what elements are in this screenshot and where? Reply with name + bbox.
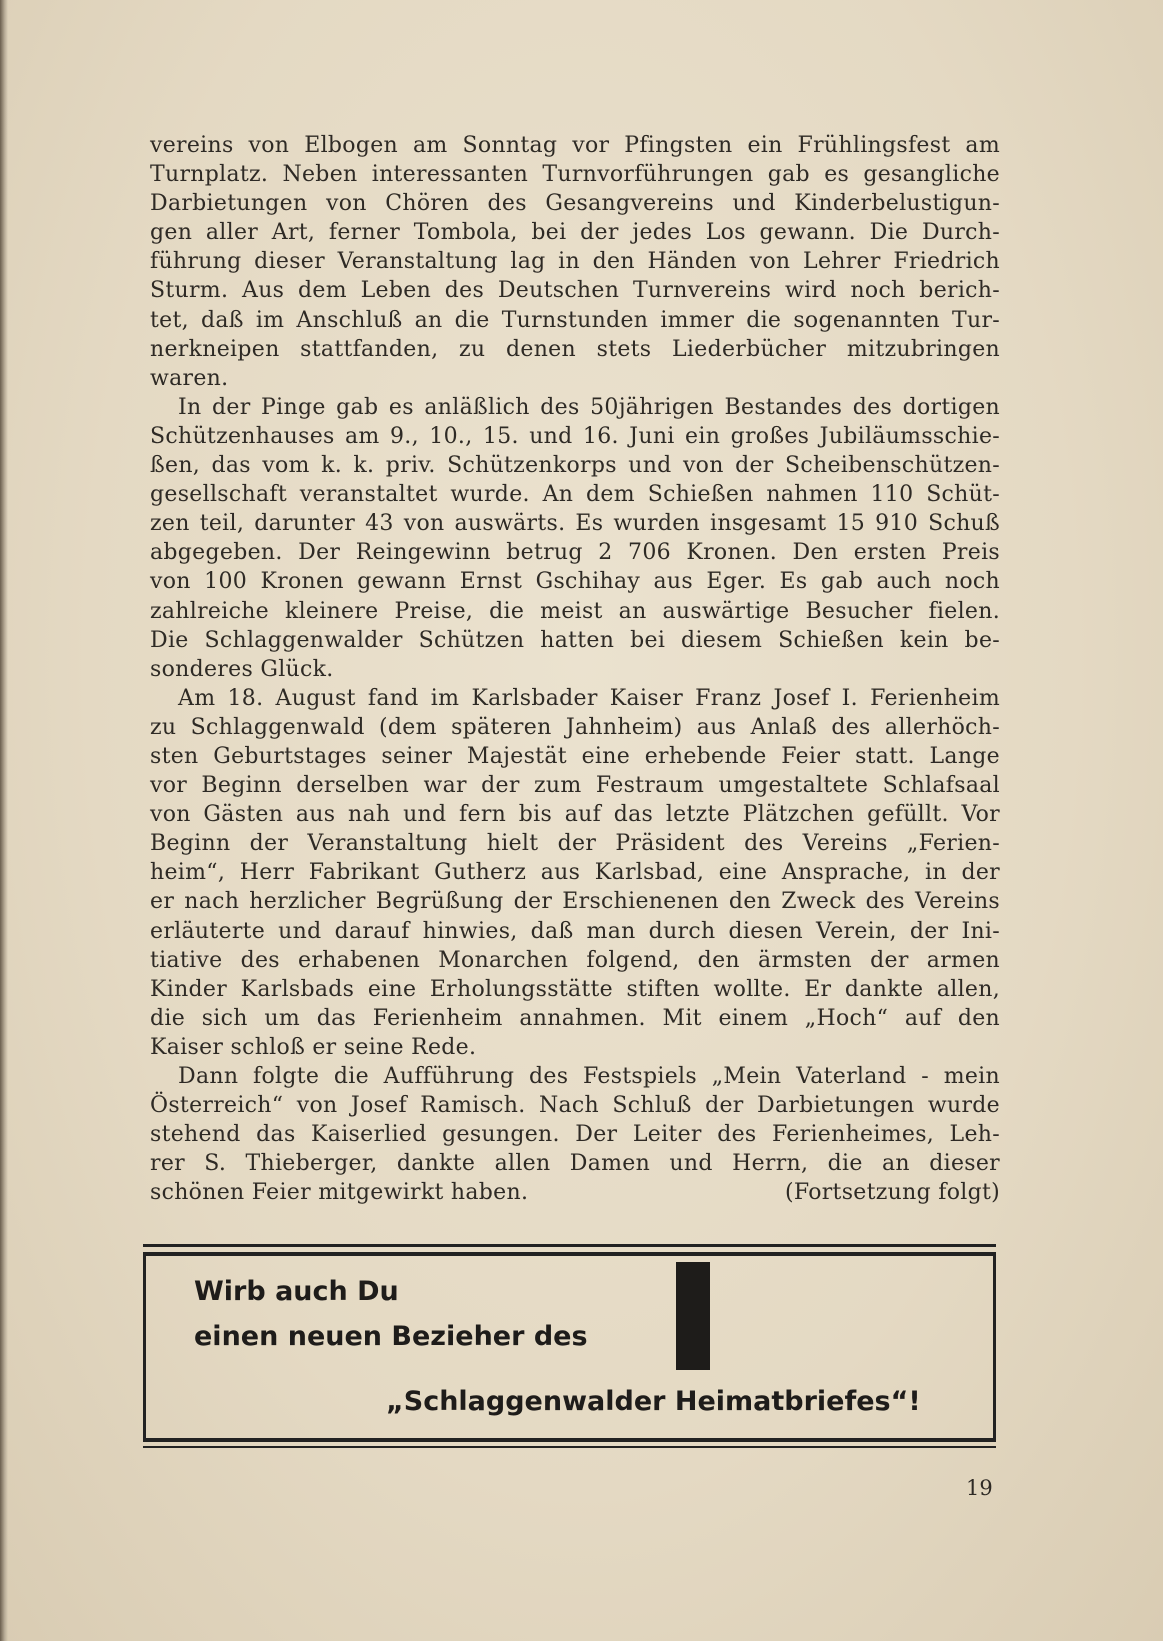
text-line: Schützenhauses am 9., 10., 15. und 16. Juni ein großes Jubiläumsschie- bbox=[150, 423, 1000, 449]
text-line: zahlreiche kleinere Preise, die meist an auswärtige Besucher fielen. bbox=[150, 598, 1000, 624]
text-line: Darbietungen von Chören des Gesangvereins und Kinderbelustigun- bbox=[150, 191, 1000, 217]
text-line: Beginn der Veranstaltung hielt der Präsident des Vereins „Ferien- bbox=[150, 831, 1000, 857]
text-line: gen aller Art, ferner Tombola, bei der jedes Los gewann. Die Durch- bbox=[150, 220, 1000, 246]
text-line: gesellschaft veranstaltet wurde. An dem Schießen nahmen 110 Schüt- bbox=[150, 482, 1000, 508]
text-line: In der Pinge gab es anläßlich des 50jährigen Bestandes des dortigen bbox=[178, 394, 1000, 420]
text-line: sten Geburtstages seiner Majestät eine erhebende Feier statt. Lange bbox=[150, 743, 1000, 769]
final-sentence: schönen Feier mitgewirkt haben. bbox=[150, 1180, 529, 1206]
text-line: ßen, das vom k. k. priv. Schützenkorps und von der Scheibenschützen- bbox=[150, 453, 1000, 479]
text-line: Österreich“ von Josef Ramisch. Nach Schluß der Darbietungen wurde bbox=[150, 1093, 1000, 1119]
text-line: nerkneipen stattfanden, zu denen stets Liederbücher mitzubringen bbox=[150, 336, 1000, 362]
text-line: führung dieser Veranstaltung lag in den Händen von Lehrer Friedrich bbox=[150, 249, 1000, 275]
decorative-black-bar bbox=[676, 1262, 710, 1370]
text-line: die sich um das Ferienheim annahmen. Mit einem „Hoch“ auf den bbox=[150, 1005, 1000, 1031]
text-line: vereins von Elbogen am Sonntag vor Pfingsten ein Frühlingsfest am bbox=[150, 133, 1000, 158]
text-line: vor Beginn derselben war der zum Festraum umgestaltete Schlafsaal bbox=[150, 773, 1000, 799]
text-line: Sturm. Aus dem Leben des Deutschen Turnvereins wird noch berich- bbox=[150, 278, 1000, 304]
ad-subline: einen neuen Bezieher des bbox=[194, 1321, 588, 1352]
text-line: zen teil, darunter 43 von auswärts. Es wurden insgesamt 15 910 Schuß bbox=[150, 511, 1000, 537]
text-line: Kaiser schloß er seine Rede. bbox=[150, 1034, 477, 1060]
text-line: heim“, Herr Fabrikant Gutherz aus Karlsbad, eine Ansprache, in der bbox=[150, 860, 1000, 886]
text-line: er nach herzlicher Begrüßung der Erschienenen den Zweck des Vereins bbox=[150, 889, 1000, 915]
text-line: rer S. Thieberger, dankte allen Damen und Herrn, die an dieser bbox=[150, 1151, 1000, 1177]
text-line: tet, daß im Anschluß an die Turnstunden immer die sogenannten Tur- bbox=[150, 307, 1000, 333]
text-line: stehend das Kaiserlied gesungen. Der Leiter des Ferienheimes, Leh- bbox=[150, 1122, 1000, 1148]
continuation-note: (Fortsetzung folgt) bbox=[784, 1180, 1000, 1206]
book-spine-shadow bbox=[0, 0, 8, 1641]
text-line: von Gästen aus nah und fern bis auf das letzte Plätzchen gefüllt. Vor bbox=[150, 802, 1000, 828]
text-line: erläuterte und darauf hinwies, daß man durch diesen Verein, der Ini- bbox=[150, 918, 1000, 944]
text-line: Dann folgte die Aufführung des Festspiels „Mein Vaterland - mein bbox=[178, 1064, 1000, 1089]
text-line: sonderes Glück. bbox=[150, 656, 334, 682]
text-line: Die Schlaggenwalder Schützen hatten bei diesem Schießen kein be- bbox=[150, 627, 1000, 653]
text-line: Turnplatz. Neben interessanten Turnvorführungen gab es gesangliche bbox=[150, 162, 1000, 188]
text-line: Kinder Karlsbads eine Erholungsstätte stiften wollte. Er dankte allen, bbox=[150, 976, 1000, 1002]
final-text-line bbox=[150, 1178, 1000, 1207]
text-line: von 100 Kronen gewann Ernst Gschihay aus Eger. Es gab auch noch bbox=[150, 569, 1000, 595]
text-line: abgegeben. Der Reingewinn betrug 2 706 Kronen. Den ersten Preis bbox=[150, 540, 1000, 566]
ad-publication-name: „Schlaggenwalder Heimatbriefes“! bbox=[386, 1386, 921, 1417]
text-line: zu Schlaggenwald (dem späteren Jahnheim) aus Anlaß des allerhöch- bbox=[150, 714, 1000, 740]
ad-headline: Wirb auch Du bbox=[194, 1276, 399, 1307]
page-number: 19 bbox=[966, 1476, 993, 1500]
text-line: Am 18. August fand im Karlsbader Kaiser Franz Josef I. Ferienheim bbox=[178, 685, 1000, 711]
text-line: tiative des erhabenen Monarchen folgend, den ärmsten der armen bbox=[150, 947, 1000, 973]
text-line: waren. bbox=[150, 365, 229, 391]
subscription-advertisement-box bbox=[143, 1252, 996, 1442]
article-text bbox=[150, 131, 1000, 1207]
